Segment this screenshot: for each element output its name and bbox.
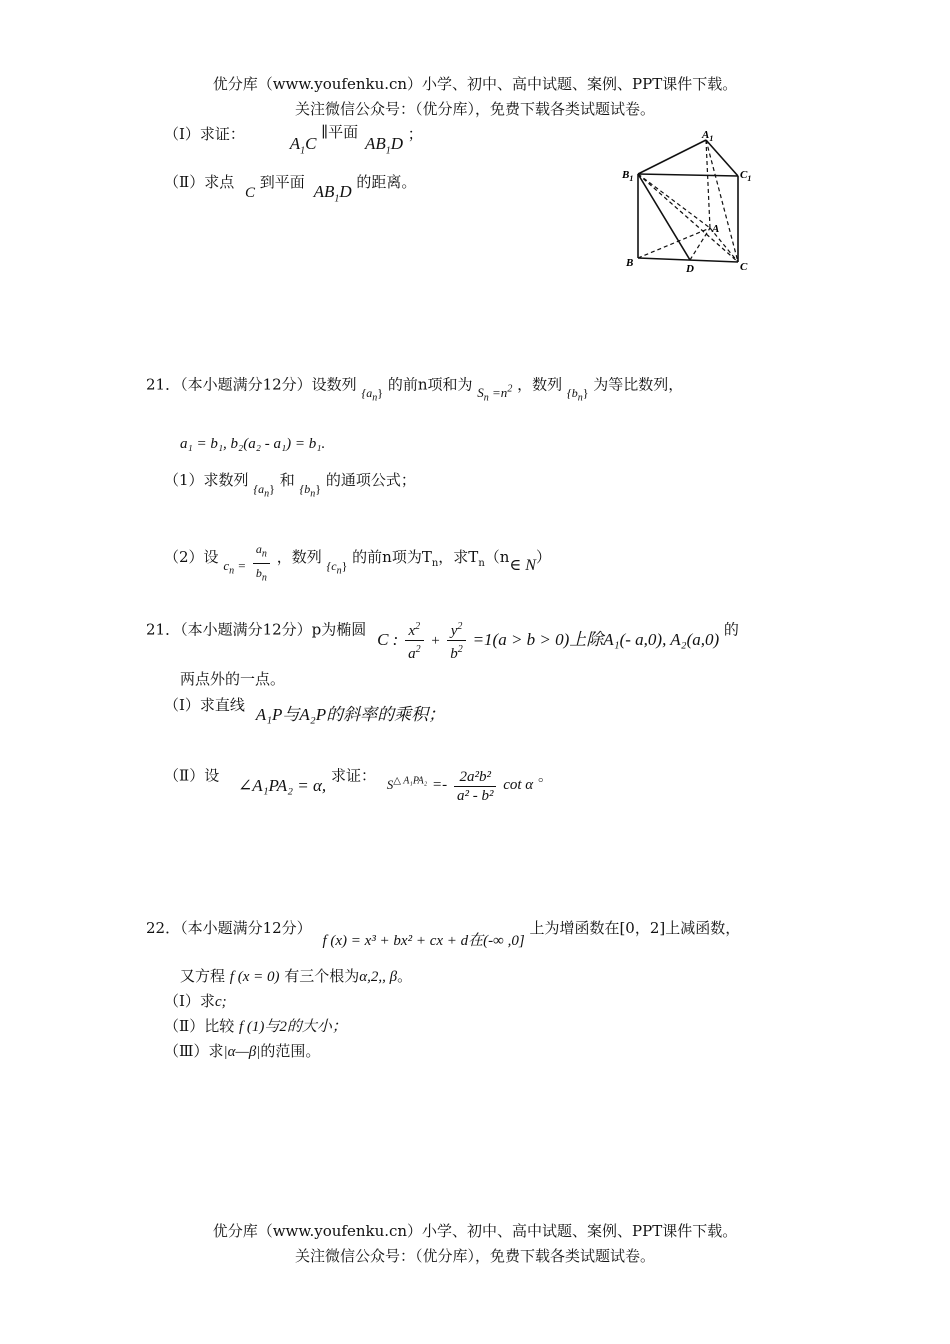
q21b-part1: [164, 695, 446, 724]
prism-figure: [618, 128, 758, 276]
label-a1: $A_1$: [702, 129, 714, 143]
q21b-tail: 的: [723, 620, 739, 639]
q22-part3: （Ⅲ）求|α—β|的范围。: [164, 1042, 321, 1060]
q21b-p2-end: 。: [537, 766, 553, 785]
q21b-part2: [164, 758, 553, 804]
q21a-p1-and: 和: [279, 471, 295, 489]
q20-line-a1c: $A_1C$: [289, 134, 317, 157]
label-c1: $C_1$: [740, 169, 752, 183]
label-a: A: [712, 223, 720, 235]
q20-plane-ab1d: $AB_1D$: [364, 134, 404, 157]
q21a-intro-line: [146, 372, 684, 404]
label-b1: $B_1$: [622, 169, 634, 183]
q21a-p2-cn: $c_n$ =: [223, 557, 247, 577]
q22-p2-math: f (1)与2的大小；: [238, 1019, 347, 1035]
q22-p1-math: c;: [214, 994, 227, 1010]
footer-line-1: 优分库（www.youfenku.cn）小学、初中、高中试题、案例、PPT课件下载。: [212, 1222, 738, 1240]
q20-part1-end: ；: [407, 125, 423, 143]
q21b-p1-math: A₁P与A₂P的斜率的乘积；: [255, 705, 446, 724]
q22-intro: 22．（本小题满分12分）: [146, 919, 312, 937]
q21a-p1-end: 的通项公式；: [325, 471, 416, 489]
header-line-1: 优分库（www.youfenku.cn）小学、初中、高中试题、案例、PPT课件下载。: [212, 75, 738, 93]
q21a-p1-seq-a: {an}: [253, 482, 275, 500]
label-d: D: [686, 263, 694, 275]
q22-p3-math: |α—β|: [223, 1044, 261, 1060]
q22-tail: 上为增函数在[0，2]上减函数，: [529, 919, 741, 937]
q21a-mid1: 的前n项和为: [387, 375, 473, 394]
q22-part2: （Ⅱ）比较 f (1)与2的大小；: [164, 1017, 347, 1035]
q21b-ellipse-rest: =1(a > b > 0)上除A₁(- a,0), A₂(a,0): [472, 629, 720, 649]
q21b-intro-line: [146, 608, 739, 662]
q21b-p2-angle: ∠A₁PA₂ = α,: [237, 775, 327, 795]
q21b-p2-fraction: $\frac{\text{2a²b²}}{\text{a² - b²}}$: [454, 768, 497, 805]
q21a-condition: a₁ = b₁, b₂(a₂ - a₁) = b₁.: [180, 436, 326, 452]
q20-part1: [164, 123, 423, 157]
q20-part2-mid: 到平面: [259, 173, 305, 191]
q21a-p2-label: （2）设: [164, 547, 219, 566]
q21a-p2-tn: ，求T: [438, 547, 479, 566]
q21b-ellipse-c: C :: [377, 629, 399, 649]
q20-point-c: C: [244, 185, 255, 201]
q22-roots: α,2,, β: [359, 969, 398, 985]
prism-solid-edges: [638, 140, 738, 262]
q21a-seq-a: {an}: [361, 386, 384, 404]
label-c: C: [740, 261, 748, 273]
q21b-frac-y: $\frac{y^2}{b^2}$: [447, 618, 466, 663]
q21a-p2-fraction: $\frac{a_n}{b_n}$: [253, 540, 270, 588]
q21b-p2-label: （Ⅱ）设: [164, 766, 220, 785]
q20-part2: [164, 172, 417, 205]
q21a-p1-seq-b: {bn}: [299, 482, 322, 500]
q21b-p2-cot: cot α: [503, 776, 534, 793]
q21a-intro: 21．（本小题满分12分）设数列: [146, 375, 357, 394]
q22-line2: 又方程 f (x = 0) 有三个根为α,2,, β。: [180, 967, 413, 985]
footer-line-2: 关注微信公众号：（优分库），免费下载各类试题试卷。: [294, 1247, 655, 1265]
q20-part1-label: （Ⅰ）求证：: [164, 125, 245, 143]
q21b-p2-eq: =-: [432, 776, 448, 793]
q20-plane-ab1d-2: $AB_1D$: [313, 182, 352, 205]
q21b-line2: 两点外的一点。: [180, 670, 286, 688]
q21b-p2-prove: 求证：: [330, 766, 376, 785]
q22-part1: （Ⅰ）求c;: [164, 992, 227, 1010]
q21a-p2-in-n: ∈ N: [509, 556, 536, 574]
q21a-mid2: ，数列: [517, 375, 563, 394]
q21a-part2: （2）设 $c_n$ = $\frac{a_n}{b_n}$ ，数列 $_{\{c_n\}}$ 的前n项为$T_n$，求$T_n(n\in$ N）: [164, 534, 551, 582]
q21b-intro: 21．（本小题满分12分）p为椭圆: [146, 620, 367, 639]
q21b-plus: +: [430, 632, 441, 649]
q21b-frac-x: $\frac{x^2}{a^2}$: [405, 618, 424, 663]
q21b-p2-area: $S^{\triangle A_1PA_2}$: [386, 775, 428, 792]
header-line-2: 关注微信公众号：（优分库），免费下载各类试题试卷。: [294, 100, 655, 118]
q20-part2-label: （Ⅱ）求点: [164, 173, 235, 191]
q21a-p1-label: （1）求数列: [164, 471, 249, 489]
q22-intro-line: [146, 918, 741, 949]
q22-line2-math: f (x = 0): [229, 969, 280, 985]
q21a-p2-rest: 的前n项为T: [352, 547, 432, 566]
q21a-sn: $S_n =n^2$: [477, 384, 513, 404]
q21b-p1-label: （Ⅰ）求直线: [164, 696, 245, 714]
q21a-p2-seq-c: {cn}: [326, 558, 348, 577]
q22-func: f (x) = x³ + bx² + cx + d在(-∞ ,0]: [322, 933, 525, 949]
q21a-mid3: 为等比数列，: [593, 375, 684, 394]
q21a-p2-mid: ，数列: [276, 547, 322, 566]
q21a-seq-b: {bn}: [566, 386, 589, 404]
q20-part2-end: 的距离。: [356, 173, 417, 191]
q20-parallel: ∥平面: [321, 123, 359, 141]
label-b: B: [626, 257, 634, 269]
q21a-part1: [164, 470, 416, 500]
